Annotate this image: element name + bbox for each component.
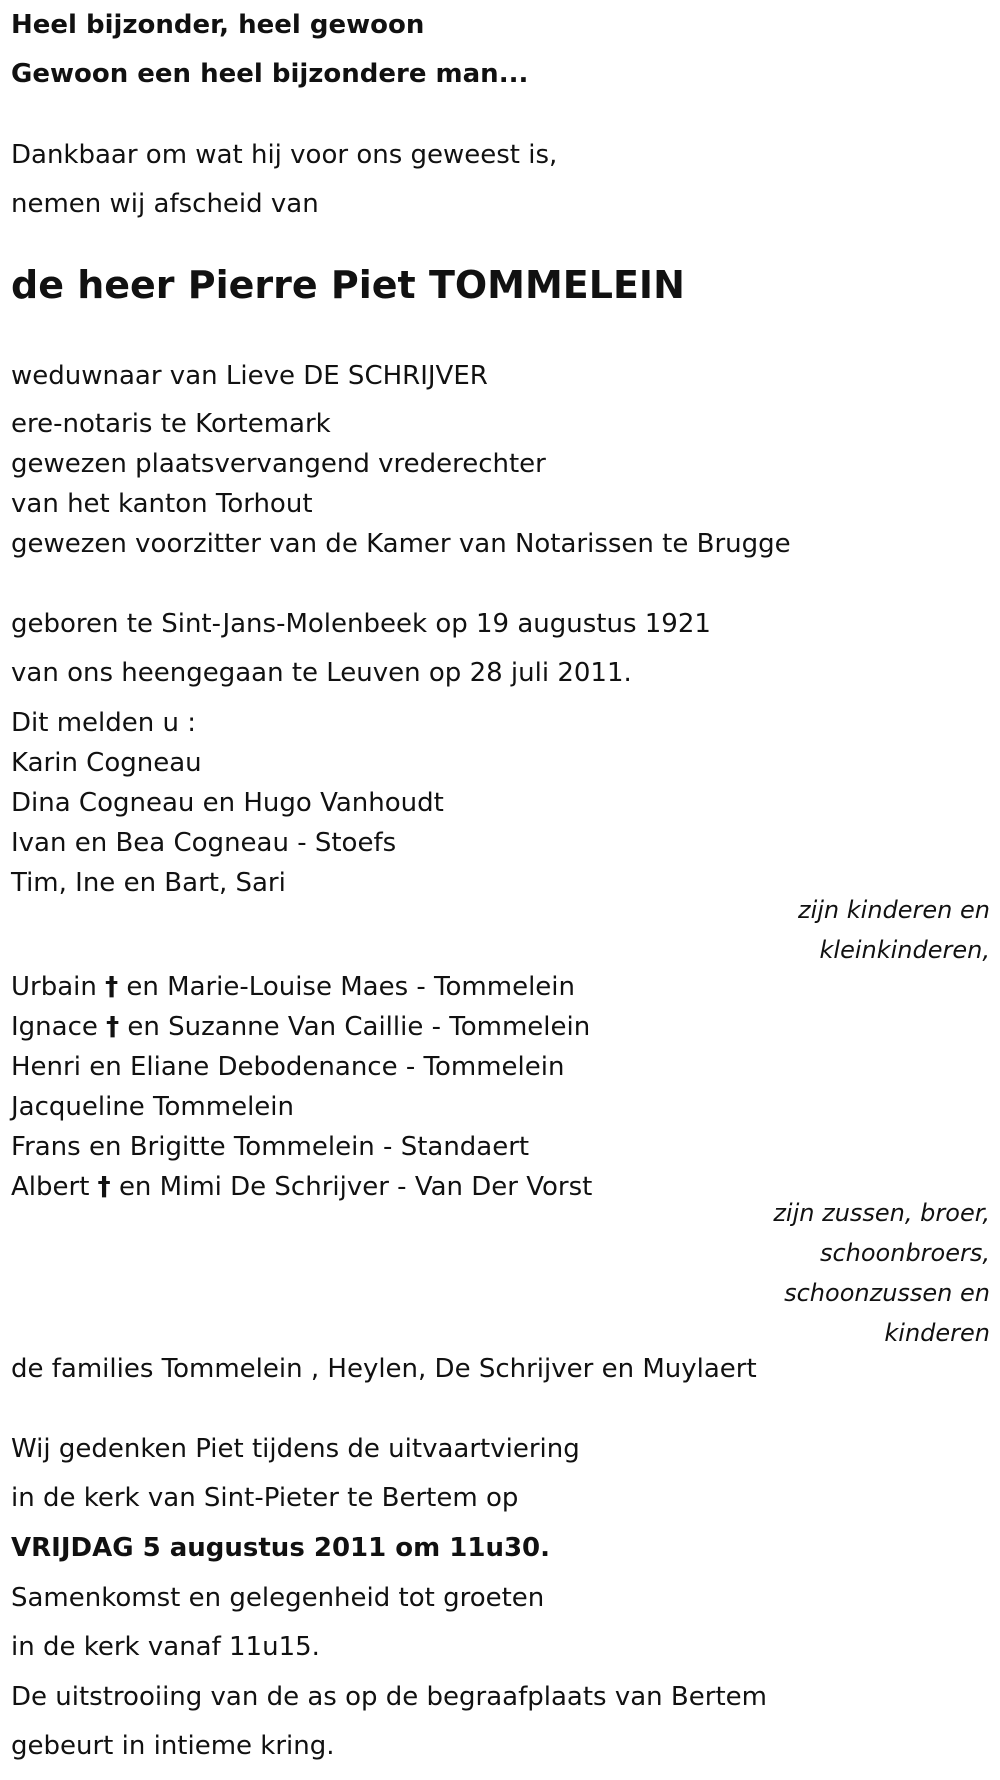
sibling-line	[11, 1090, 294, 1124]
service-date: VRIJDAG 5 augustus 2011 om 11u30.	[11, 1533, 551, 1563]
cross-icon: †	[105, 972, 119, 1002]
title-line: gewezen plaatsvervangend vrederechter	[11, 449, 546, 479]
child-line: Dina Cogneau en Hugo Vanhoudt	[11, 788, 444, 818]
sibling-line	[11, 1170, 592, 1204]
opening-line-2: Gewoon een heel bijzondere man...	[11, 59, 529, 89]
sibling-name: Jacqueline Tommelein	[11, 1092, 295, 1122]
children-label	[650, 890, 990, 970]
cross-icon: †	[97, 1172, 111, 1202]
children-label-line: kleinkinderen,	[819, 936, 990, 964]
child-line: Tim, Ine en Bart, Sari	[11, 868, 286, 898]
deceased-name: de heer Pierre Piet TOMMELEIN	[11, 263, 685, 307]
service-line: gebeurt in intieme kring.	[11, 1731, 335, 1761]
sibling-line	[11, 1050, 564, 1084]
title-line: ere-notaris te Kortemark	[11, 409, 331, 439]
sibling-name: Frans en Brigitte Tommelein - Standaert	[11, 1132, 530, 1162]
child-line: Ivan en Bea Cogneau - Stoefs	[11, 828, 397, 858]
sibling-rest: en Mimi De Schrijver - Van Der Vorst	[118, 1172, 593, 1202]
siblings-label-line: schoonzussen en	[784, 1279, 990, 1307]
sibling-name: Urbain	[11, 972, 97, 1002]
sibling-rest: en Marie-Louise Maes - Tommelein	[126, 972, 575, 1002]
death-line: van ons heengegaan te Leuven op 28 juli 2011.	[11, 658, 632, 688]
sibling-name: Albert	[11, 1172, 90, 1202]
families-line: de families Tommelein , Heylen, De Schrijver en Muylaert	[11, 1354, 757, 1384]
service-line: Wij gedenken Piet tijdens de uitvaartviering	[11, 1434, 580, 1464]
sibling-line	[11, 1130, 529, 1164]
intro-line-1: Dankbaar om wat hij voor ons geweest is,	[11, 140, 558, 170]
children-label-line: zijn kinderen en	[798, 896, 990, 924]
service-line: Samenkomst en gelegenheid tot groeten	[11, 1583, 545, 1613]
service-line: in de kerk vanaf 11u15.	[11, 1632, 320, 1662]
child-line: Karin Cogneau	[11, 748, 202, 778]
title-line: van het kanton Torhout	[11, 489, 313, 519]
service-line: in de kerk van Sint-Pieter te Bertem op	[11, 1483, 519, 1513]
birth-line: geboren te Sint-Jans-Molenbeek op 19 augustus 1921	[11, 609, 711, 639]
announcement-intro: Dit melden u :	[11, 708, 196, 738]
cross-icon: †	[106, 1012, 120, 1042]
siblings-label	[650, 1193, 990, 1353]
opening-line-1: Heel bijzonder, heel gewoon	[11, 10, 425, 40]
siblings-label-line: kinderen	[884, 1319, 990, 1347]
siblings-label-line: zijn zussen, broer,	[773, 1199, 990, 1227]
intro-line-2: nemen wij afscheid van	[11, 189, 319, 219]
title-line: weduwnaar van Lieve DE SCHRIJVER	[11, 361, 488, 391]
sibling-line	[11, 1010, 590, 1044]
title-line: gewezen voorzitter van de Kamer van Notarissen te Brugge	[11, 529, 791, 559]
sibling-name: Henri en Eliane Debodenance - Tommelein	[11, 1052, 565, 1082]
siblings-label-line: schoonbroers,	[819, 1239, 990, 1267]
sibling-rest: en Suzanne Van Caillie - Tommelein	[127, 1012, 591, 1042]
sibling-name: Ignace	[11, 1012, 98, 1042]
sibling-line	[11, 970, 575, 1004]
service-line: De uitstrooiing van de as op de begraafplaats van Bertem	[11, 1682, 767, 1712]
